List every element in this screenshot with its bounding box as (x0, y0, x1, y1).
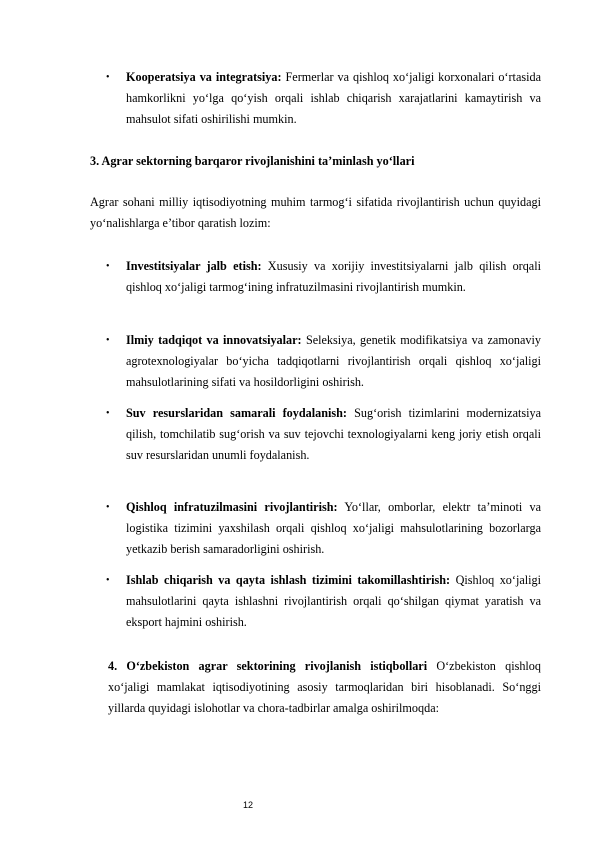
list-item-text (126, 497, 541, 561)
list-item-text (126, 67, 541, 131)
bullet-icon: • (106, 575, 110, 586)
list-item-body: Fermerlar va qishloq xo‘jaligi korxonalari o‘rtasida hamkorlikni yo‘lga qo‘yish orqali ishlab chiqarish xarajatlarini kamaytirish va mahsulot sifati oshirilishi mumkin. (126, 70, 541, 127)
list-item-title: Investitsiyalar jalb etish: (126, 259, 262, 273)
list-item-body: Seleksiya, genetik modifikatsiya va zamonaviy agrotexnologiyalar bo‘yicha tadqiqotlarni rivojlantirish orqali qishloq xo‘jaligi mahsulotlarining sifati va hosildorligini oshirish. (126, 333, 541, 390)
list-item-body: Qishloq xo‘jaligi mahsulotlarini qayta ishlashni rivojlantirish orqali qo‘shilgan qiymat yaratish va eksport hajmini oshirish. (126, 573, 541, 630)
bullet-icon: • (106, 72, 110, 83)
list-item (90, 67, 541, 131)
section-intro: Agrar sohani milliy iqtisodiyotning muhim tarmog‘i sifatida rivojlantirish uchun quyidagi yo‘nalishlarga e’tibor qaratish lozim: (90, 195, 541, 231)
page-number: 12 (243, 800, 254, 810)
list-item-title: Qishloq infratuzilmasini rivojlantirish: (126, 500, 338, 514)
section-paragraph (108, 656, 541, 720)
list-item (90, 330, 541, 394)
section-body: O‘zbekiston qishloq xo‘jaligi mamlakat iqtisodiyotining asosiy tarmoqlaridan biri hisoblanadi. So‘nggi yillarda quyidagi islohotlar va chora-tadbirlar amalga oshirilmoqda: (108, 659, 541, 716)
list-item (90, 403, 541, 467)
bullet-icon: • (106, 261, 110, 272)
list-item-title: Suv resurslaridan samarali foydalanish: (126, 406, 347, 420)
list-item (90, 497, 541, 561)
list-item-title: Ilmiy tadqiqot va innovatsiyalar: (126, 333, 302, 347)
section-heading: 3. Agrar sektorning barqaror rivojlanishini ta’minlash yo‘llari (90, 154, 415, 168)
list-item (90, 256, 541, 298)
list-item-body: Yo‘llar, omborlar, elektr ta’minoti va logistika tizimini yaxshilash orqali qishloq xo‘jaligi mahsulotlarining bozorlarga yetkazib berish samaradorligini oshirish. (126, 500, 541, 557)
bullet-icon: • (106, 335, 110, 346)
list-item-text (126, 570, 541, 634)
list-item-title: Ishlab chiqarish va qayta ishlash tizimini takomillashtirish: (126, 573, 451, 587)
list-item-body: Sug‘orish tizimlarini modernizatsiya qilish, tomchilatib sug‘orish va suv tejovchi texnologiyalarni keng joriy etish orqali suv resurslaridan unumli foydalanish. (126, 406, 542, 463)
bullet-icon: • (106, 502, 110, 513)
list-item-text (126, 256, 541, 298)
section-heading-inline: 4. O‘zbekiston agrar sektorining rivojlanish istiqbollari (108, 659, 428, 673)
list-item-text (126, 403, 541, 467)
list-item-title: Kooperatsiya va integratsiya: (126, 70, 282, 84)
bullet-icon: • (106, 408, 110, 419)
list-item-body: Xususiy va xorijiy investitsiyalarni jalb qilish orqali qishloq xo‘jaligi tarmog‘ining infratuzilmasini rivojlantirish mumkin. (126, 259, 541, 295)
list-item-text (126, 330, 541, 394)
list-item (90, 570, 541, 634)
